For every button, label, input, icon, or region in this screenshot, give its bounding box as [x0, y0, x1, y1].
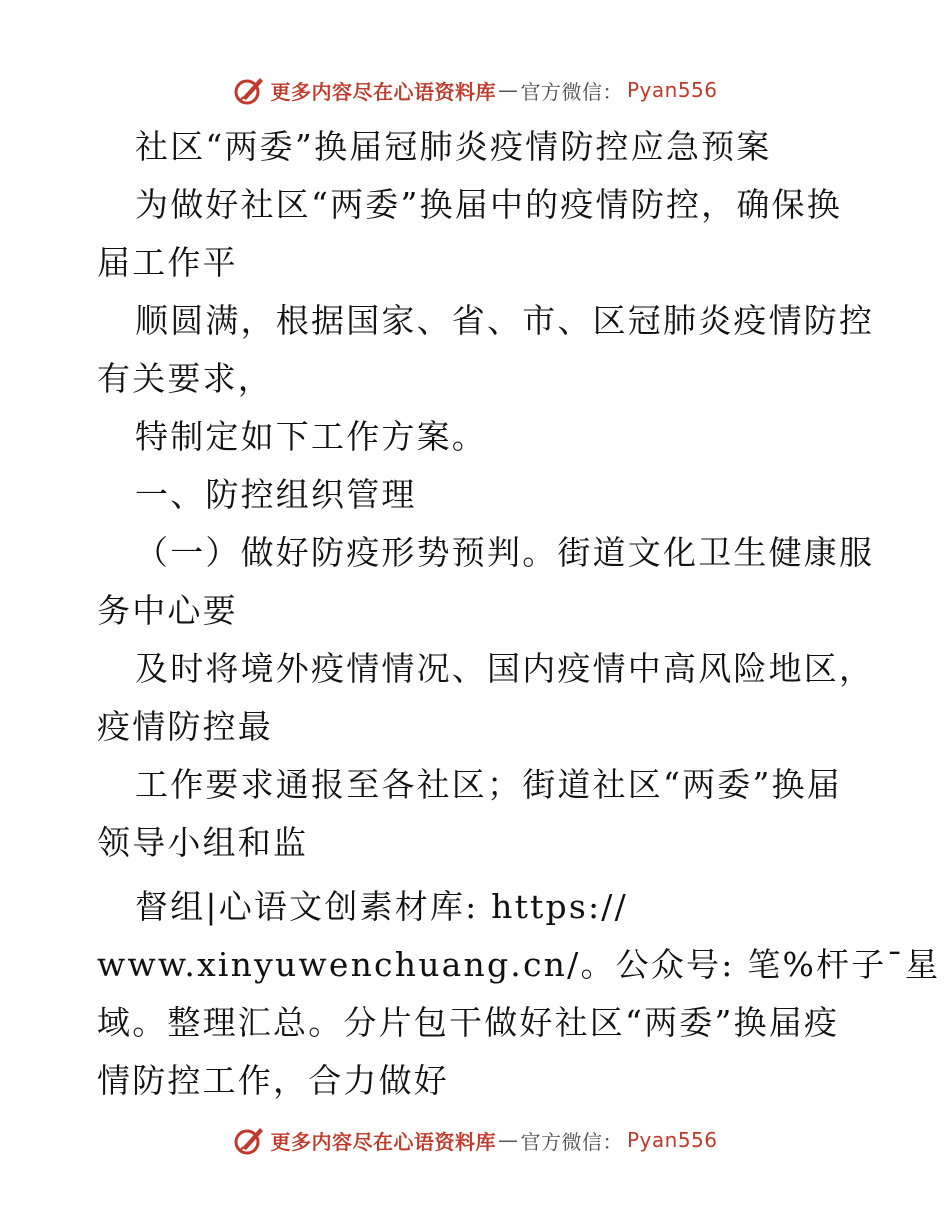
doc-line: 务中心要: [97, 591, 238, 630]
doc-line: 督组|心语文创素材库: https://: [135, 887, 628, 926]
doc-line: 疫情防控最: [97, 707, 273, 746]
doc-line: 及时将境外疫情情况、国内疫情中高风险地区，: [135, 649, 875, 688]
doc-line: 情防控工作，合力做好: [97, 1061, 449, 1100]
doc-section-heading: 一、防控组织管理: [135, 475, 417, 514]
quill-logo-icon: [232, 73, 266, 107]
doc-line: 为做好社区“两委”换届中的疫情防控，确保换: [135, 185, 842, 224]
doc-line: 域。整理汇总。分片包干做好社区“两委”换届疫: [97, 1003, 840, 1042]
banner-wechat-id: Pyan556: [626, 78, 718, 102]
quill-logo-icon: [232, 1123, 266, 1157]
doc-line: （一）做好防疫形势预判。街道文化卫生健康服: [135, 533, 875, 572]
banner-official-label: 官方微信：: [520, 79, 623, 104]
header-banner: [0, 70, 950, 110]
doc-line: 顺圆满，根据国家、省、市、区冠肺炎疫情防控: [135, 301, 875, 340]
banner-dash: —: [497, 78, 519, 102]
doc-line: 有关要求，: [97, 359, 273, 398]
banner-main-text: 更多内容尽在心语资料库: [270, 79, 496, 104]
doc-title: 社区“两委”换届冠肺炎疫情防控应急预案: [135, 127, 772, 166]
doc-line: 届工作平: [97, 243, 238, 282]
banner-wechat-id: Pyan556: [626, 1128, 718, 1152]
doc-line: 工作要求通报至各社区；街道社区“两委”换届: [135, 765, 842, 804]
doc-line: www.xinyuwenchuang.cn/。公众号: 笔%杆子¯星: [97, 945, 941, 984]
footer-banner: [0, 1120, 950, 1160]
doc-line: 特制定如下工作方案。: [135, 417, 487, 456]
banner-dash: —: [497, 1128, 519, 1152]
banner-main-text: 更多内容尽在心语资料库: [270, 1129, 496, 1154]
banner-official-label: 官方微信：: [520, 1129, 623, 1154]
doc-line: 领导小组和监: [97, 823, 309, 862]
